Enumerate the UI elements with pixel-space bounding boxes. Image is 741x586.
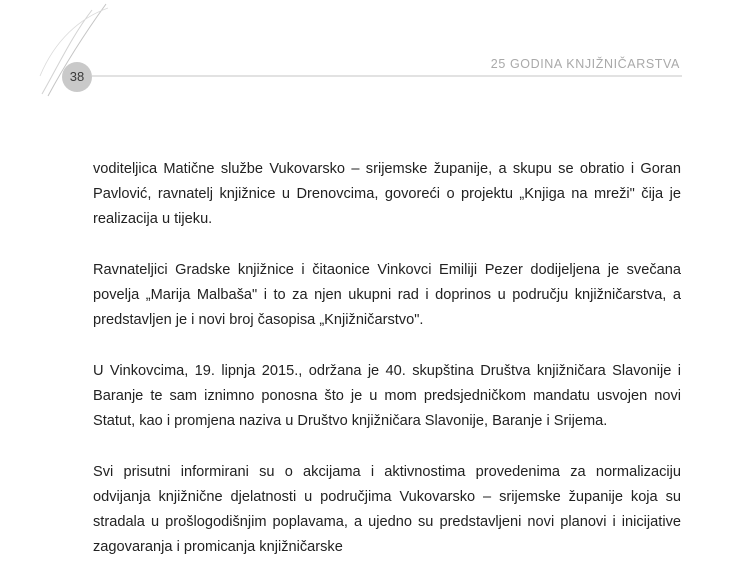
paragraph: voditeljica Matične službe Vukovarsko – srijemske županije, a skupu se obratio i Goran Pavlović, ravnatelj knjižnice u Drenovcima, govoreći o projektu „Knjiga na mreži" čija je realizacija u tijeku.: [93, 161, 681, 227]
body-text: [93, 157, 681, 586]
header-decoration: [0, 0, 741, 100]
paragraph: Svi prisutni informirani su o akcijama i aktivnostima provedenima za normalizaciju odvijanja knjižnične djelatnosti u područjima Vukovarsko – srijemske županije koja su stradala u prošlogodišnjim poplavama, a ujedno su predstavljeni novi planovi i inicijative zagovaranja i promicanja knjižničarske: [93, 464, 681, 555]
page-number: 38: [62, 62, 92, 92]
paragraph: U Vinkovcima, 19. lipnja 2015., održana je 40. skupština Društva knjižničara Slavonije i Baranje te sam iznimno ponosna što je u mom predsjedničkom mandatu usvojen novi Statut, kao i promjena naziva u Društvo knjižničara Slavonije, Baranje i Srijema.: [93, 363, 681, 429]
paragraph: Ravnateljici Gradske knjižnice i čitaonice Vinkovci Emiliji Pezer dodijeljena je svečana povelja „Marija Malbaša" i to za njen ukupni rad i doprinos u području knjižničarstva, a predstavljen je i novi broj časopisa „Knjižničarstvo".: [93, 262, 681, 328]
running-title: 25 GODINA KNJIŽNIČARSTVA: [490, 57, 680, 71]
